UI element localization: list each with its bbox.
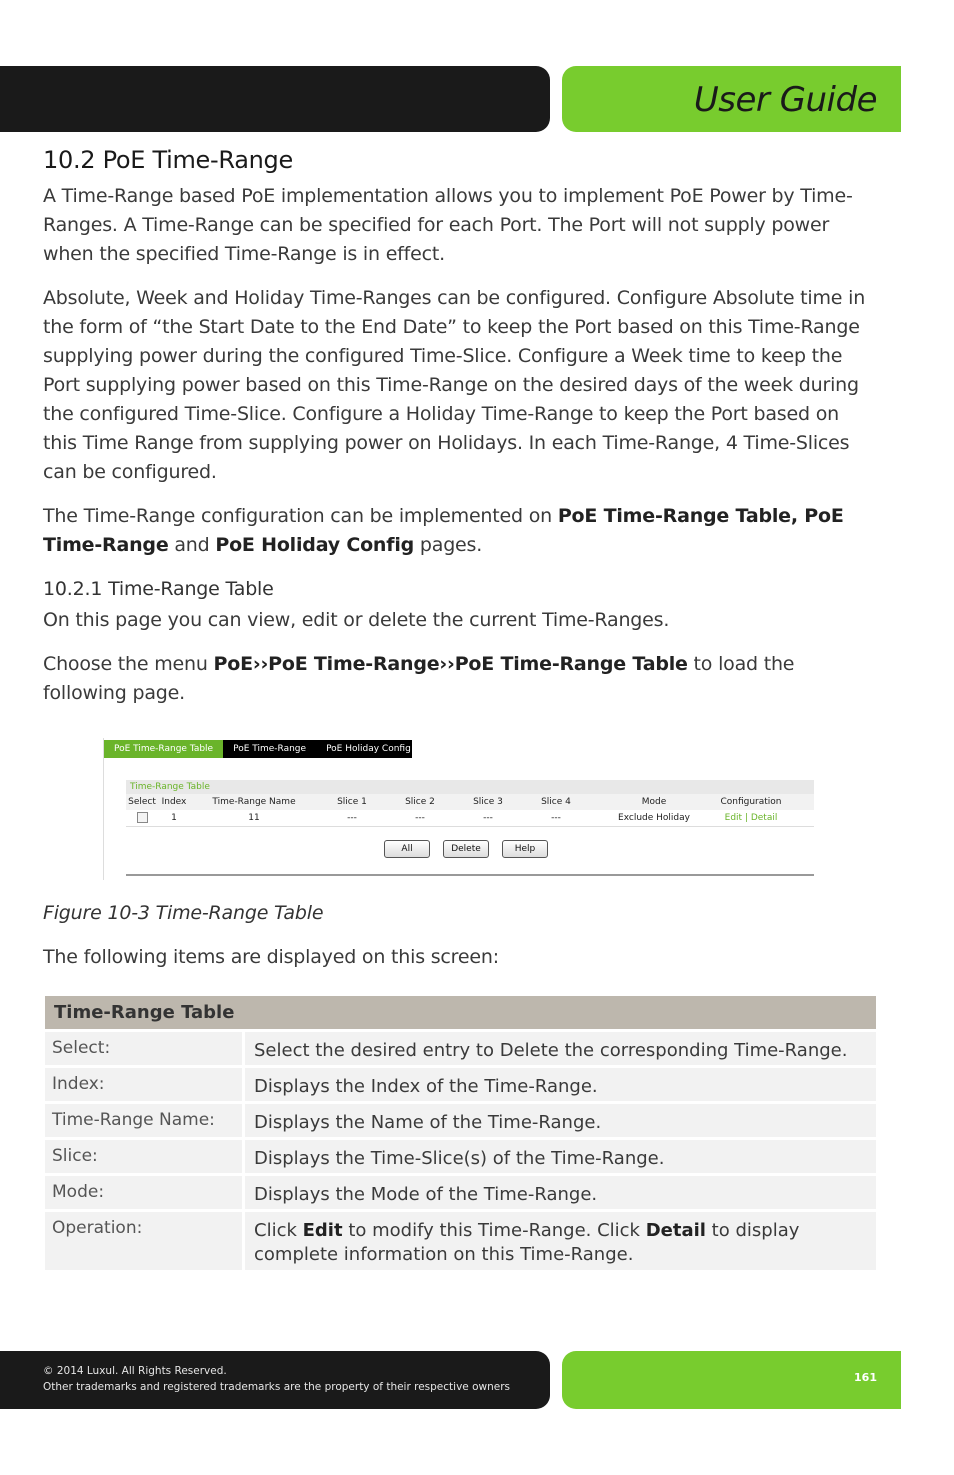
col-slice2: Slice 2 [405, 797, 435, 807]
row-slice3: --- [483, 813, 493, 823]
col-configuration: Configuration [720, 797, 782, 807]
section-heading: 10.2 PoE Time-Range [43, 146, 293, 174]
row-label: Time-Range Name: [45, 1104, 242, 1137]
row-configuration [718, 810, 784, 826]
footer-bar [0, 1351, 550, 1409]
items-intro: The following items are displayed on this screen: [43, 946, 499, 968]
row-description: Click Edit to modify this Time-Range. Click Detail to display complete information on this Time-Range. [245, 1212, 876, 1270]
header-title: User Guide [693, 80, 877, 120]
time-range-table-screenshot [103, 738, 816, 880]
col-select: Select [128, 797, 156, 807]
tab-poe-holiday-config[interactable]: PoE Holiday Config [326, 744, 411, 754]
table-row [45, 1212, 876, 1270]
footer-trademark: Other trademarks and registered trademarks are the property of their respective owners [43, 1381, 510, 1393]
row-description: Displays the Index of the Time-Range. [245, 1068, 876, 1101]
description-table [45, 996, 876, 1273]
screenshot-tab-bar [104, 740, 412, 758]
col-name: Time-Range Name [212, 797, 296, 807]
subsection-heading: 10.2.1 Time-Range Table [43, 578, 274, 600]
header-bar [0, 66, 550, 132]
table-row [126, 810, 814, 827]
tab-poe-time-range-table[interactable]: PoE Time-Range Table [104, 740, 223, 758]
table-row [45, 1140, 876, 1173]
row-slice1: --- [347, 813, 357, 823]
col-slice1: Slice 1 [337, 797, 367, 807]
section-paragraph-2: Absolute, Week and Holiday Time-Ranges can be configured. Configure Absolute time in the form of “the Start Date to the End Date” to keep the Port based on this Time-Range supplying power during the configured Time-Slice. Configure a Week time to keep the Port supplying power based on this Time-Range on the desired days of the week during the configured Time-Slice. Configure a Holiday Time-Range to keep the Port based on this Time Range from supplying power on Holidays. In each Time-Range, 4 Time-Slices can be configured. [43, 287, 866, 483]
delete-button[interactable]: Delete [443, 840, 489, 858]
row-description: Displays the Time-Slice(s) of the Time-Range. [245, 1140, 876, 1173]
row-label: Index: [45, 1068, 242, 1101]
row-label: Operation: [45, 1212, 242, 1270]
row-name: 11 [248, 813, 260, 823]
footer-page-box [562, 1351, 901, 1409]
row-label: Mode: [45, 1176, 242, 1209]
main-content [43, 146, 875, 708]
subsection-paragraph-1: On this page you can view, edit or delete the current Time-Ranges. [43, 609, 670, 631]
edit-link[interactable]: Edit [724, 813, 743, 823]
row-mode: Exclude Holiday [618, 813, 690, 823]
row-description: Displays the Mode of the Time-Range. [245, 1176, 876, 1209]
screenshot-table-header [126, 794, 814, 810]
section-paragraph-1: A Time-Range based PoE implementation allows you to implement PoE Power by Time-Ranges. A Time-Range can be specified for each Port. The Port will not supply power when the specified Time-Range is in effect. [43, 185, 853, 265]
row-label: Slice: [45, 1140, 242, 1173]
select-checkbox[interactable] [137, 812, 148, 823]
table-row [45, 1068, 876, 1101]
screenshot-button-row [384, 840, 548, 858]
col-slice4: Slice 4 [541, 797, 571, 807]
screenshot-table-title: Time-Range Table [126, 780, 814, 794]
section-paragraph-3: The Time-Range configuration can be implemented on PoE Time-Range Table, PoE Time-Range and PoE Holiday Config pages. [43, 505, 844, 556]
screenshot-table [126, 780, 814, 827]
detail-link[interactable]: Detail [750, 813, 778, 823]
col-index: Index [161, 797, 187, 807]
table-row [45, 1032, 876, 1065]
screenshot-divider [126, 874, 814, 876]
row-description: Displays the Name of the Time-Range. [245, 1104, 876, 1137]
description-table-title: Time-Range Table [45, 996, 876, 1029]
tab-poe-time-range[interactable]: PoE Time-Range [233, 744, 307, 754]
col-slice3: Slice 3 [473, 797, 503, 807]
table-row [45, 1176, 876, 1209]
figure-caption: Figure 10-3 Time-Range Table [43, 902, 324, 924]
all-button[interactable]: All [384, 840, 430, 858]
subsection-paragraph-2: Choose the menu PoE››PoE Time-Range››PoE Time-Range Table to load the following page. [43, 653, 795, 704]
row-select-cell [126, 810, 158, 826]
page-number: 161 [854, 1371, 877, 1384]
header-title-box [562, 66, 901, 132]
row-index: 1 [171, 813, 177, 823]
row-label: Select: [45, 1032, 242, 1065]
row-slice4: --- [551, 813, 561, 823]
row-slice2: --- [415, 813, 425, 823]
help-button[interactable]: Help [502, 840, 548, 858]
row-description: Select the desired entry to Delete the corresponding Time-Range. [245, 1032, 876, 1065]
table-row [45, 1104, 876, 1137]
footer-text [43, 1363, 510, 1395]
link-separator: | [742, 813, 751, 823]
col-mode: Mode [641, 797, 667, 807]
footer-copyright: © 2014 Luxul. All Rights Reserved. [43, 1365, 227, 1377]
